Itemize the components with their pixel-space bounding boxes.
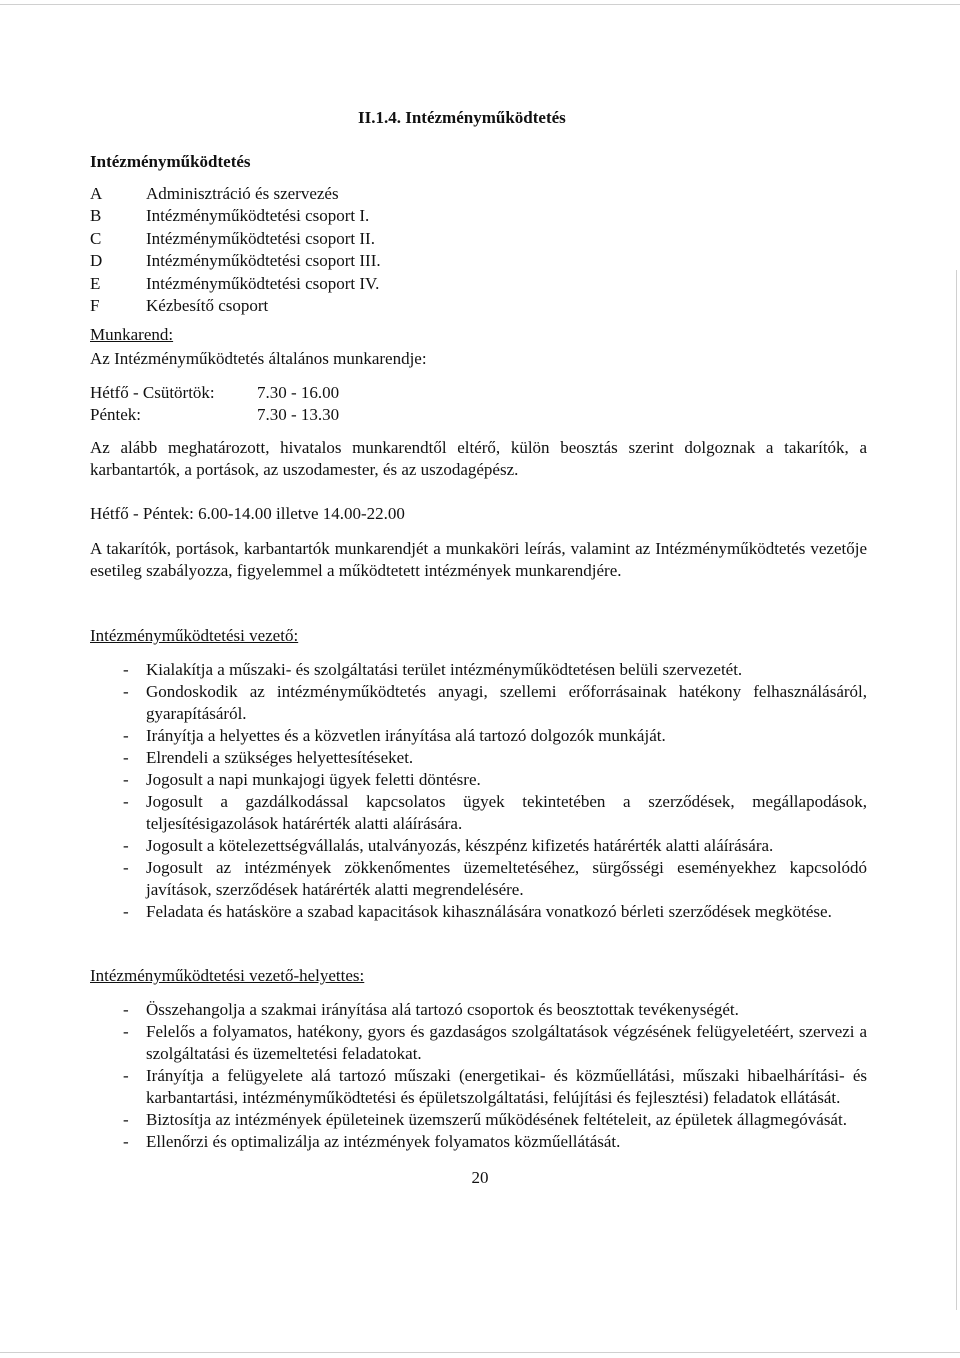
unit-name: Intézményműködtetési csoport III. <box>146 251 381 271</box>
unit-row <box>90 273 381 295</box>
duty-text: Ellenőrzi és optimalizálja az intézmények folyamatos közműellátását. <box>146 1132 621 1151</box>
schedule-row <box>90 382 339 404</box>
right-margin-rule <box>956 270 957 1310</box>
duty-text: Biztosítja az intézmények épületeinek üzemszerű működésének feltételeit, az épületek állagmegóvását. <box>146 1110 847 1129</box>
worktime-label: Munkarend: <box>90 325 174 344</box>
unit-code: B <box>90 206 102 226</box>
list-item: - Jogosult az intézmények zökkenőmentes üzemeltetéséhez, sürgősségi eseményekhez kapcsolódó javítások, szerződések határérték alatti megrendelésére. <box>123 858 867 899</box>
duty-text: Irányítja a helyettes és a közvetlen irányítása alá tartozó dolgozók munkáját. <box>146 726 666 745</box>
list-item: - Irányítja a felügyelete alá tartozó műszaki (energetikai- és közműellátási, műszaki hibaelhárítási- és karbantartási, intézményműködtetési és épületszolgáltatási, felújítási és fejlesztési) feladatok ellátását. <box>123 1066 867 1107</box>
unit-name: Adminisztráció és szervezés <box>146 184 339 203</box>
duty-text: Összehangolja a szakmai irányítása alá tartozó csoportok és beosztottak tevékenységét. <box>146 1000 739 1019</box>
unit-code: A <box>90 184 103 203</box>
duty-text: Elrendeli a szükséges helyettesítéseket. <box>146 748 414 767</box>
duty-text: Felelős a folyamatos, hatékony, gyors és gazdaságos szolgáltatások végzésének felügyeletéért, szervezi a szolgáltatási és üzemeltetési feladatokat. <box>146 1022 867 1063</box>
deputy-label: Intézményműködtetési vezető-helyettes: <box>90 966 365 985</box>
schedule-table <box>90 382 339 426</box>
unit-code: F <box>90 295 100 315</box>
list-item: - Gondoskodik az intézményműködtetés anyagi, szellemi erőforrásainak hatékony felhasználásáról, gyarapításáról. <box>123 682 867 723</box>
list-item: - Jogosult a kötelezettségvállalás, utalványozás, készpénz kifizetés határérték alatti aláírására. <box>123 836 774 855</box>
list-item: - Feladata és hatásköre a szabad kapacitások kihasználására vonatkozó bérleti szerződések megkötése. <box>123 902 832 921</box>
duty-text: Jogosult a gazdálkodással kapcsolatos ügyek tekintetében a szerződések, megállapodások, teljesítésigazolások határérték alatti aláírására. <box>146 792 867 833</box>
schedule-row <box>90 404 339 426</box>
list-item: - Elrendeli a szükséges helyettesítéseket. <box>123 748 414 767</box>
worktime-subtitle: Az Intézményműködtetés általános munkarendje: <box>90 349 427 368</box>
unit-row <box>90 250 381 272</box>
unit-row <box>90 228 381 250</box>
list-item: - Ellenőrzi és optimalizálja az intézmények folyamatos közműellátását. <box>123 1132 621 1151</box>
chapter-heading: II.1.4. Intézményműködtetés <box>358 108 566 127</box>
list-item: - Kialakítja a műszaki- és szolgáltatási terület intézményműködtetésen belüli szervezetét. <box>123 660 743 679</box>
duty-text: Gondoskodik az intézményműködtetés anyagi, szellemi erőforrásainak hatékony felhasználásáról, gyarapításáról. <box>146 682 867 723</box>
schedule-day: Péntek: <box>90 405 141 424</box>
unit-name: Intézményműködtetési csoport II. <box>146 228 375 248</box>
unit-row <box>90 205 381 227</box>
duty-text: Jogosult a kötelezettségvállalás, utalványozás, készpénz kifizetés határérték alatti aláírására. <box>146 836 774 855</box>
top-scan-rule <box>0 4 960 5</box>
page-number: 20 <box>471 1168 489 1187</box>
list-item: - Felelős a folyamatos, hatékony, gyors és gazdaságos szolgáltatások végzésének felügyeletéért, szervezi a szolgáltatási és üzemeltetési feladatokat. <box>123 1022 867 1063</box>
special-worktime-note: Az alább meghatározott, hivatalos munkarendtől eltérő, külön beosztás szerint dolgoznak a takarítók, a karbantartók, a portások, az uszodamester, és az uszodagépész. <box>90 438 867 479</box>
deputy-duties-list <box>90 999 867 1153</box>
list-item: - Irányítja a helyettes és a közvetlen irányítása alá tartozó dolgozók munkáját. <box>123 726 666 745</box>
unit-name: Kézbesítő csoport <box>146 295 269 315</box>
schedule-hours: 7.30 - 16.00 <box>257 383 340 402</box>
unit-code: D <box>90 251 103 271</box>
director-duties-list <box>90 659 867 923</box>
schedule-hours: 7.30 - 13.30 <box>257 405 340 424</box>
regulation-note: A takarítók, portások, karbantartók munkarendjét a munkaköri leírás, valamint az Intézményműködtetés vezetője esetileg szabályozza, figyelemmel a működtetett intézmények munkarendjére. <box>90 539 867 580</box>
duty-text: Kialakítja a műszaki- és szolgáltatási terület intézményműködtetésen belüli szervezetét. <box>146 660 743 679</box>
unit-row <box>90 295 381 317</box>
list-item: - Jogosult a napi munkajogi ügyek feletti döntésre. <box>123 770 481 789</box>
unit-list <box>90 183 381 317</box>
duty-text: Feladata és hatásköre a szabad kapacitások kihasználására vonatkozó bérleti szerződések megkötése. <box>146 902 832 921</box>
bottom-scan-rule <box>0 1352 960 1353</box>
section-title: Intézményműködtetés <box>90 152 251 171</box>
unit-code: E <box>90 273 101 293</box>
unit-name: Intézményműködtetési csoport I. <box>146 206 370 226</box>
unit-code: C <box>90 228 102 248</box>
unit-row <box>90 183 381 205</box>
duty-text: Jogosult az intézmények zökkenőmentes üzemeltetéséhez, sürgősségi eseményekhez kapcsolódó javítások, szerződések határérték alatti megrendelésére. <box>146 858 867 899</box>
list-item: - Összehangolja a szakmai irányítása alá tartozó csoportok és beosztottak tevékenységét. <box>123 1000 739 1019</box>
unit-name: Intézményműködtetési csoport IV. <box>146 273 380 293</box>
list-item: - Jogosult a gazdálkodással kapcsolatos ügyek tekintetében a szerződések, megállapodások, teljesítésigazolások határérték alatti aláírására. <box>123 792 867 833</box>
schedule-day: Hétfő - Csütörtök: <box>90 383 215 402</box>
special-hours: Hétfő - Péntek: 6.00-14.00 illetve 14.00-22.00 <box>90 504 405 523</box>
director-label: Intézményműködtetési vezető: <box>90 626 299 645</box>
duty-text: Jogosult a napi munkajogi ügyek feletti döntésre. <box>146 770 481 789</box>
duty-text: Irányítja a felügyelete alá tartozó műszaki (energetikai- és közműellátási, műszaki hibaelhárítási- és karbantartási, intézményműködtetési és épületszolgáltatási, felújítási és fejlesztési) feladatok ellátását. <box>146 1066 867 1107</box>
list-item: - Biztosítja az intézmények épületeinek üzemszerű működésének feltételeit, az épületek állagmegóvását. <box>123 1110 847 1129</box>
